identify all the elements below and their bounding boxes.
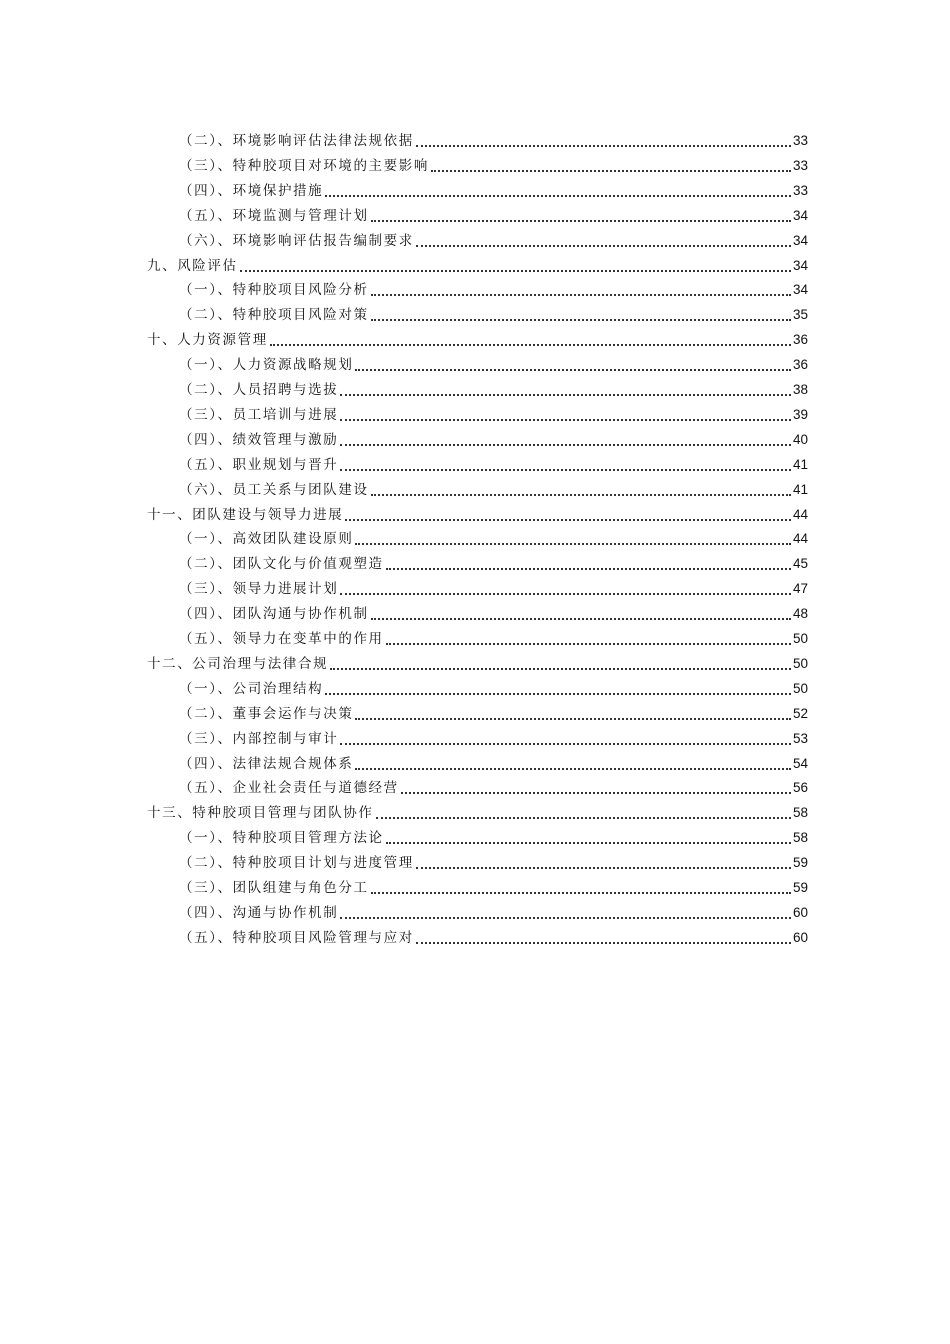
toc-dot-leader [340, 394, 791, 396]
toc-entry-title: （五）、特种胶项目风险管理与应对 [179, 929, 414, 946]
toc-dot-leader [355, 768, 791, 770]
toc-dot-leader [376, 817, 791, 819]
toc-dot-leader [325, 195, 791, 197]
toc-entry-title: （二）、团队文化与价值观塑造 [179, 556, 384, 573]
toc-entry-title: 十三、特种胶项目管理与团队协作 [147, 805, 374, 822]
toc-entry[interactable] [179, 424, 808, 449]
toc-entry-title: （二）、特种胶项目风险对策 [179, 307, 369, 324]
toc-dot-leader [371, 494, 791, 496]
toc-entry[interactable] [179, 573, 808, 598]
toc-dot-leader [431, 170, 791, 172]
toc-entry-title: （一）、高效团队建设原则 [179, 531, 354, 548]
toc-page-number: 47 [792, 581, 808, 597]
toc-page-number: 60 [792, 929, 808, 945]
toc-page-number: 36 [792, 332, 808, 348]
toc-page-number: 59 [792, 855, 808, 871]
toc-entry-title: （二）、环境影响评估法律法规依据 [179, 133, 414, 149]
toc-entry[interactable] [179, 374, 808, 399]
toc-entry[interactable] [147, 499, 808, 524]
toc-entry[interactable] [179, 200, 808, 225]
toc-entry[interactable] [179, 673, 808, 698]
toc-dot-leader [416, 245, 791, 247]
toc-page-number: 44 [792, 531, 808, 547]
toc-entry-title: （二）、特种胶项目计划与进度管理 [179, 855, 414, 872]
toc-dot-leader [330, 668, 791, 670]
toc-page-number: 44 [792, 506, 808, 522]
toc-entry[interactable] [179, 299, 808, 324]
toc-page-number: 53 [792, 730, 808, 746]
toc-entry-title: （四）、法律法规合规体系 [179, 755, 354, 772]
toc-entry-title: （六）、环境影响评估报告编制要求 [179, 232, 414, 249]
toc-page-number: 50 [792, 680, 808, 696]
toc-page-number: 34 [792, 257, 808, 273]
toc-dot-leader [270, 344, 791, 346]
toc-entry[interactable] [179, 922, 808, 947]
toc-entry-title: （四）、团队沟通与协作机制 [179, 606, 369, 623]
toc-dot-leader [416, 942, 791, 944]
toc-entry[interactable] [179, 897, 808, 922]
toc-dot-leader [416, 867, 791, 869]
toc-entry[interactable] [147, 324, 808, 349]
toc-entry[interactable] [179, 523, 808, 548]
toc-dot-leader [401, 792, 791, 794]
toc-page-number: 35 [792, 307, 808, 323]
toc-page-number: 52 [792, 705, 808, 721]
toc-entry-title: （三）、特种胶项目对环境的主要影响 [179, 157, 429, 174]
toc-entry[interactable] [179, 698, 808, 723]
toc-entry-title: （四）、环境保护措施 [179, 182, 324, 199]
toc-entry-title: （五）、环境监测与管理计划 [179, 207, 369, 224]
toc-entry[interactable] [147, 797, 808, 822]
toc-dot-leader [340, 444, 791, 446]
toc-dot-leader [240, 270, 791, 272]
toc-dot-leader [340, 743, 791, 745]
toc-entry-title: （五）、领导力在变革中的作用 [179, 631, 384, 647]
toc-entry-title: （一）、特种胶项目管理方法论 [179, 830, 384, 847]
toc-page-number: 34 [792, 207, 808, 223]
toc-page-number: 58 [792, 805, 808, 821]
toc-entry-title: （六）、员工关系与团队建设 [179, 481, 369, 498]
toc-dot-leader [340, 469, 791, 471]
toc-entry[interactable] [179, 474, 808, 499]
toc-entry[interactable] [179, 449, 808, 474]
toc-entry[interactable] [179, 847, 808, 872]
toc-entry-title: （一）、人力资源战略规划 [179, 357, 354, 374]
toc-entry[interactable] [179, 748, 808, 773]
toc-entry-title: （五）、企业社会责任与道德经营 [179, 780, 399, 797]
toc-entry-title: （五）、职业规划与晋升 [179, 456, 339, 473]
toc-page-number: 56 [792, 780, 808, 796]
toc-dot-leader [386, 643, 791, 645]
toc-page-number: 58 [792, 830, 808, 846]
toc-entry[interactable] [147, 250, 808, 275]
toc-dot-leader [325, 693, 791, 695]
toc-page-number: 36 [792, 357, 808, 373]
toc-dot-leader [340, 917, 791, 919]
toc-page-number: 59 [792, 880, 808, 895]
toc-page-number: 45 [792, 556, 808, 572]
toc-dot-leader [340, 419, 791, 421]
toc-page-number: 33 [792, 182, 808, 198]
toc-entry[interactable] [179, 175, 808, 200]
toc-page-number: 41 [792, 481, 808, 497]
toc-entry-title: （四）、绩效管理与激励 [179, 431, 339, 448]
toc-page-number: 33 [792, 157, 808, 173]
toc-entry[interactable] [179, 872, 808, 897]
toc-dot-leader [371, 618, 791, 620]
toc-dot-leader [355, 369, 791, 371]
toc-page-number: 50 [792, 655, 808, 671]
toc-entry[interactable] [179, 623, 808, 648]
toc-dot-leader [371, 294, 791, 296]
toc-page-number: 34 [792, 282, 808, 298]
toc-entry-title: 十、人力资源管理 [147, 332, 268, 349]
toc-page-number: 60 [792, 904, 808, 920]
toc-entry-title: （二）、董事会运作与决策 [179, 705, 354, 722]
toc-entry-title: （一）、公司治理结构 [179, 680, 324, 697]
toc-entry[interactable] [179, 225, 808, 250]
toc-entry-title: （二）、人员招聘与选拔 [179, 382, 339, 398]
toc-dot-leader [371, 892, 791, 894]
toc-dot-leader [371, 319, 791, 321]
toc-entry-title: 九、风险评估 [147, 257, 238, 274]
toc-page-number: 48 [792, 606, 808, 622]
toc-entry-title: （四）、沟通与协作机制 [179, 904, 339, 921]
toc-dot-leader [355, 718, 791, 720]
toc-page-number: 34 [792, 232, 808, 248]
toc-entry-title: 十一、团队建设与领导力进展 [147, 506, 344, 523]
toc-page-number: 39 [792, 406, 808, 422]
toc-dot-leader [416, 145, 791, 147]
toc-dot-leader [371, 220, 791, 222]
toc-entry[interactable] [179, 349, 808, 374]
toc-dot-leader [386, 842, 791, 844]
toc-page-number: 38 [792, 382, 808, 397]
toc-entry[interactable] [179, 399, 808, 424]
toc-page-number: 33 [792, 133, 808, 148]
toc-entry[interactable] [179, 598, 808, 623]
toc-entry[interactable] [179, 772, 808, 797]
toc-entry[interactable] [179, 723, 808, 748]
toc-page-number: 54 [792, 755, 808, 771]
toc-dot-leader [386, 568, 791, 570]
toc-entry-title: （三）、内部控制与审计 [179, 730, 339, 747]
toc-dot-leader [345, 519, 791, 521]
toc-entry[interactable] [147, 648, 808, 673]
toc-dot-leader [340, 593, 791, 595]
toc-entry[interactable] [179, 548, 808, 573]
toc-entry-title: 十二、公司治理与法律合规 [147, 655, 329, 672]
toc-entry[interactable] [179, 274, 808, 299]
toc-entry-title: （一）、特种胶项目风险分析 [179, 282, 369, 299]
toc-entry-title: （三）、领导力进展计划 [179, 581, 339, 598]
toc-page-number: 40 [792, 431, 808, 447]
toc-entry[interactable] [179, 125, 808, 150]
toc-dot-leader [355, 543, 791, 545]
toc-entry-title: （三）、员工培训与进展 [179, 406, 339, 423]
toc-entry-title: （三）、团队组建与角色分工 [179, 880, 369, 896]
toc-entry[interactable] [179, 150, 808, 175]
toc-page-number: 41 [792, 456, 808, 472]
toc-entry[interactable] [179, 822, 808, 847]
toc-page-number: 50 [792, 631, 808, 646]
